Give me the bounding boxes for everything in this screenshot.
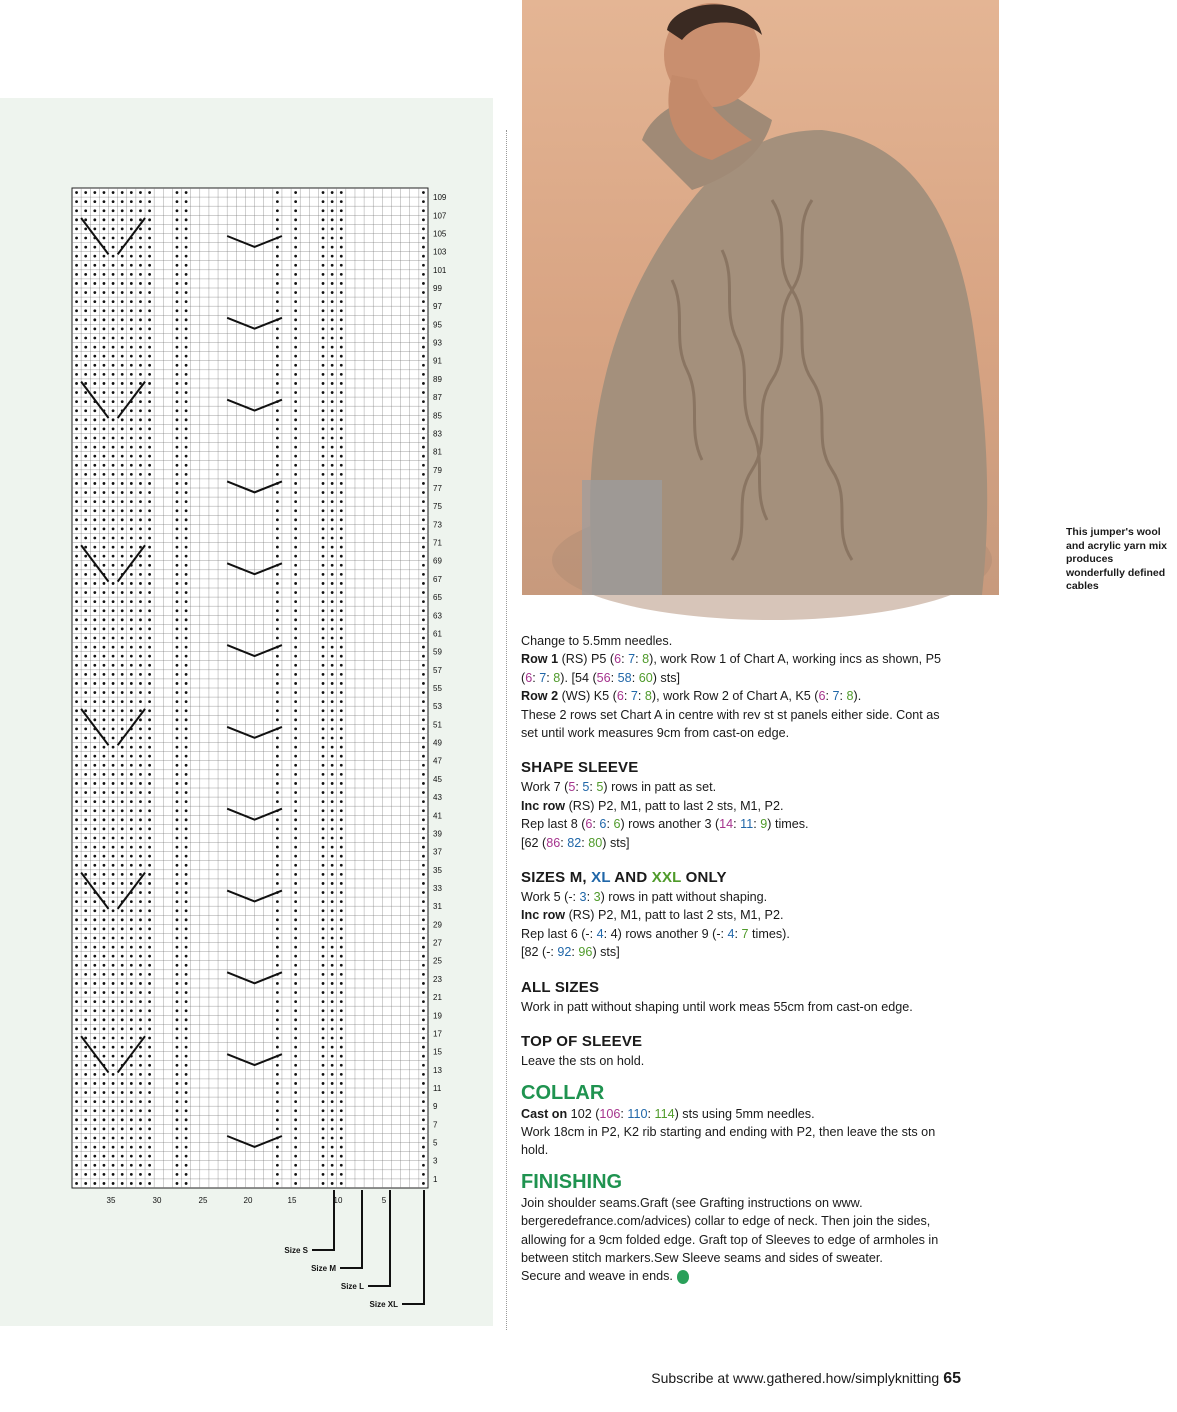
row-number: 15: [433, 1047, 442, 1057]
row-number: 5: [433, 1138, 438, 1148]
row-number: 105: [433, 229, 447, 239]
size-label: Size XL: [369, 1300, 398, 1309]
yarn-ball-icon: [677, 1270, 689, 1284]
sizes-m-count: [82 (-: 92: 96) sts]: [521, 945, 620, 960]
column-tick: 15: [287, 1196, 297, 1205]
row-number: 55: [433, 684, 442, 693]
model-illustration: [522, 0, 999, 595]
row-number: 95: [433, 320, 442, 330]
shape-sleeve-count: [62 (86: 82: 80) sts]: [521, 835, 630, 850]
size-bracket: [402, 1190, 424, 1304]
shape-sleeve-line1: Work 7 (5: 5: 5) rows in patt as set.: [521, 780, 717, 795]
row-number: 7: [433, 1120, 438, 1130]
row2-instruction: Row 2 (WS) K5 (6: 7: 8), work Row 2 of Chart A, K5 (6: 7: 8).: [521, 689, 862, 704]
row-number: 71: [433, 538, 442, 548]
row-number: 107: [433, 211, 447, 221]
page-footer: [651, 1370, 961, 1388]
row-number: 43: [433, 793, 442, 803]
row-number: 101: [433, 265, 447, 275]
row-number: 37: [433, 847, 442, 857]
column-divider: [506, 130, 507, 1330]
row-number: 47: [433, 756, 442, 766]
column-tick: 10: [333, 1196, 343, 1205]
row1-instruction: Row 1 (RS) P5 (6: 7: 8), work Row 1 of Chart A, working incs as shown, P5 (6: 7: 8). [54 (56: 58: 60) sts]: [521, 652, 941, 685]
row-number: 63: [433, 611, 442, 621]
row-number: 85: [433, 411, 442, 421]
size-label: Size L: [340, 1282, 364, 1291]
column-tick: 25: [198, 1196, 208, 1205]
size-label: Size S: [284, 1246, 308, 1255]
collar-cast-on: Cast on 102 (106: 110: 114) sts using 5mm needles.: [521, 1106, 815, 1121]
row-number: 25: [433, 956, 442, 966]
top-sleeve-text: Leave the sts on hold.: [521, 1054, 645, 1069]
row-number: 29: [433, 920, 442, 930]
column-tick: 5: [381, 1196, 387, 1205]
row-number: 69: [433, 556, 442, 566]
row-number: 73: [433, 520, 442, 530]
collar-heading: COLLAR: [521, 1081, 605, 1104]
column-tick: 35: [106, 1196, 116, 1205]
shape-sleeve-rep: Rep last 8 (6: 6: 6) rows another 3 (14: 11: 9) times.: [521, 817, 809, 832]
finishing-heading: FINISHING: [521, 1170, 623, 1193]
column-tick: 20: [243, 1196, 253, 1205]
row-number: 41: [433, 811, 442, 821]
row-number: 61: [433, 629, 442, 639]
row-number: 97: [433, 302, 442, 312]
sizes-m-rep: Rep last 6 (-: 4: 4) rows another 9 (-: 4: 7 times).: [521, 926, 790, 941]
subscribe-link[interactable]: Subscribe at www.gathered.how/simplyknitting: [651, 1370, 940, 1386]
row-number: 27: [433, 938, 442, 948]
row-number: 59: [433, 647, 442, 657]
row-number: 99: [433, 284, 442, 293]
column-tick: 30: [152, 1196, 162, 1205]
row-number: 9: [433, 1102, 438, 1112]
intro-continue: These 2 rows set Chart A in centre with rev st st panels either side. Cont as set until work measures 9cm from cast-on edge.: [521, 707, 940, 741]
row-number: 109: [433, 193, 447, 203]
finishing-end: Secure and weave in ends.: [521, 1267, 951, 1285]
photo-caption: This jumper's wool and acrylic yarn mix produces wonderfully defined cables: [1060, 522, 1177, 598]
row-number: 13: [433, 1065, 442, 1075]
row-number: 11: [433, 1084, 442, 1093]
row-number: 1: [433, 1174, 438, 1184]
row-number: 79: [433, 465, 442, 475]
row-number: 21: [433, 993, 442, 1003]
row-number: 75: [433, 502, 442, 512]
row-number: 17: [433, 1029, 442, 1039]
row-number: 57: [433, 665, 442, 675]
page-number: 65: [943, 1370, 961, 1387]
row-number: 81: [433, 447, 442, 457]
row-number: 103: [433, 247, 447, 257]
row-number: 67: [433, 574, 442, 584]
sizes-m-heading: SIZES M, XL AND XXL ONLY: [521, 869, 727, 887]
row-number: 87: [433, 393, 442, 403]
row-number: 93: [433, 338, 442, 348]
row-number: 33: [433, 884, 442, 893]
size-label: Size M: [311, 1264, 336, 1273]
row-number: 65: [433, 593, 442, 603]
pattern-instructions: [521, 632, 951, 1286]
all-sizes-text: Work in patt without shaping until work meas 55cm from cast-on edge.: [521, 999, 913, 1014]
intro-line: Change to 5.5mm needles.: [521, 634, 673, 648]
row-number: 35: [433, 865, 442, 875]
row-number: 23: [433, 974, 442, 984]
top-sleeve-heading: TOP OF SLEEVE: [521, 1033, 643, 1051]
model-photo: [522, 0, 1167, 595]
sizes-m-inc: Inc row (RS) P2, M1, patt to last 2 sts, M1, P2.: [521, 908, 784, 923]
row-number: 31: [433, 902, 442, 912]
row-number: 91: [433, 356, 442, 366]
size-bracket: [312, 1190, 334, 1250]
row-number: 53: [433, 702, 442, 712]
row-number: 83: [433, 429, 442, 439]
row-number: 49: [433, 738, 442, 748]
finishing-text: Join shoulder seams.Graft (see Grafting instructions on www. bergeredefrance.com/advices) collar to edge of neck. Then join the sides, allowing for a 9cm folded edge. Graft top of Sleeves to edge of armholes in between stitch markers.Sew Sleeve seams and sides of sweater.: [521, 1195, 939, 1265]
shape-sleeve-inc: Inc row (RS) P2, M1, patt to last 2 sts, M1, P2.: [521, 798, 784, 813]
row-number: 39: [433, 829, 442, 839]
collar-text: Work 18cm in P2, K2 rib starting and ending with P2, then leave the sts on hold.: [521, 1124, 936, 1158]
all-sizes-heading: ALL SIZES: [521, 978, 600, 996]
sizes-m-line1: Work 5 (-: 3: 3) rows in patt without shaping.: [521, 890, 768, 905]
size-bracket: [368, 1190, 390, 1286]
row-number: 19: [433, 1011, 442, 1021]
shape-sleeve-heading: SHAPE SLEEVE: [521, 759, 639, 777]
row-number: 77: [433, 484, 442, 493]
row-number: 45: [433, 774, 442, 784]
size-bracket: [340, 1190, 362, 1268]
row-number: 51: [433, 720, 442, 730]
row-number: 89: [433, 374, 442, 384]
row-number: 3: [433, 1156, 438, 1166]
